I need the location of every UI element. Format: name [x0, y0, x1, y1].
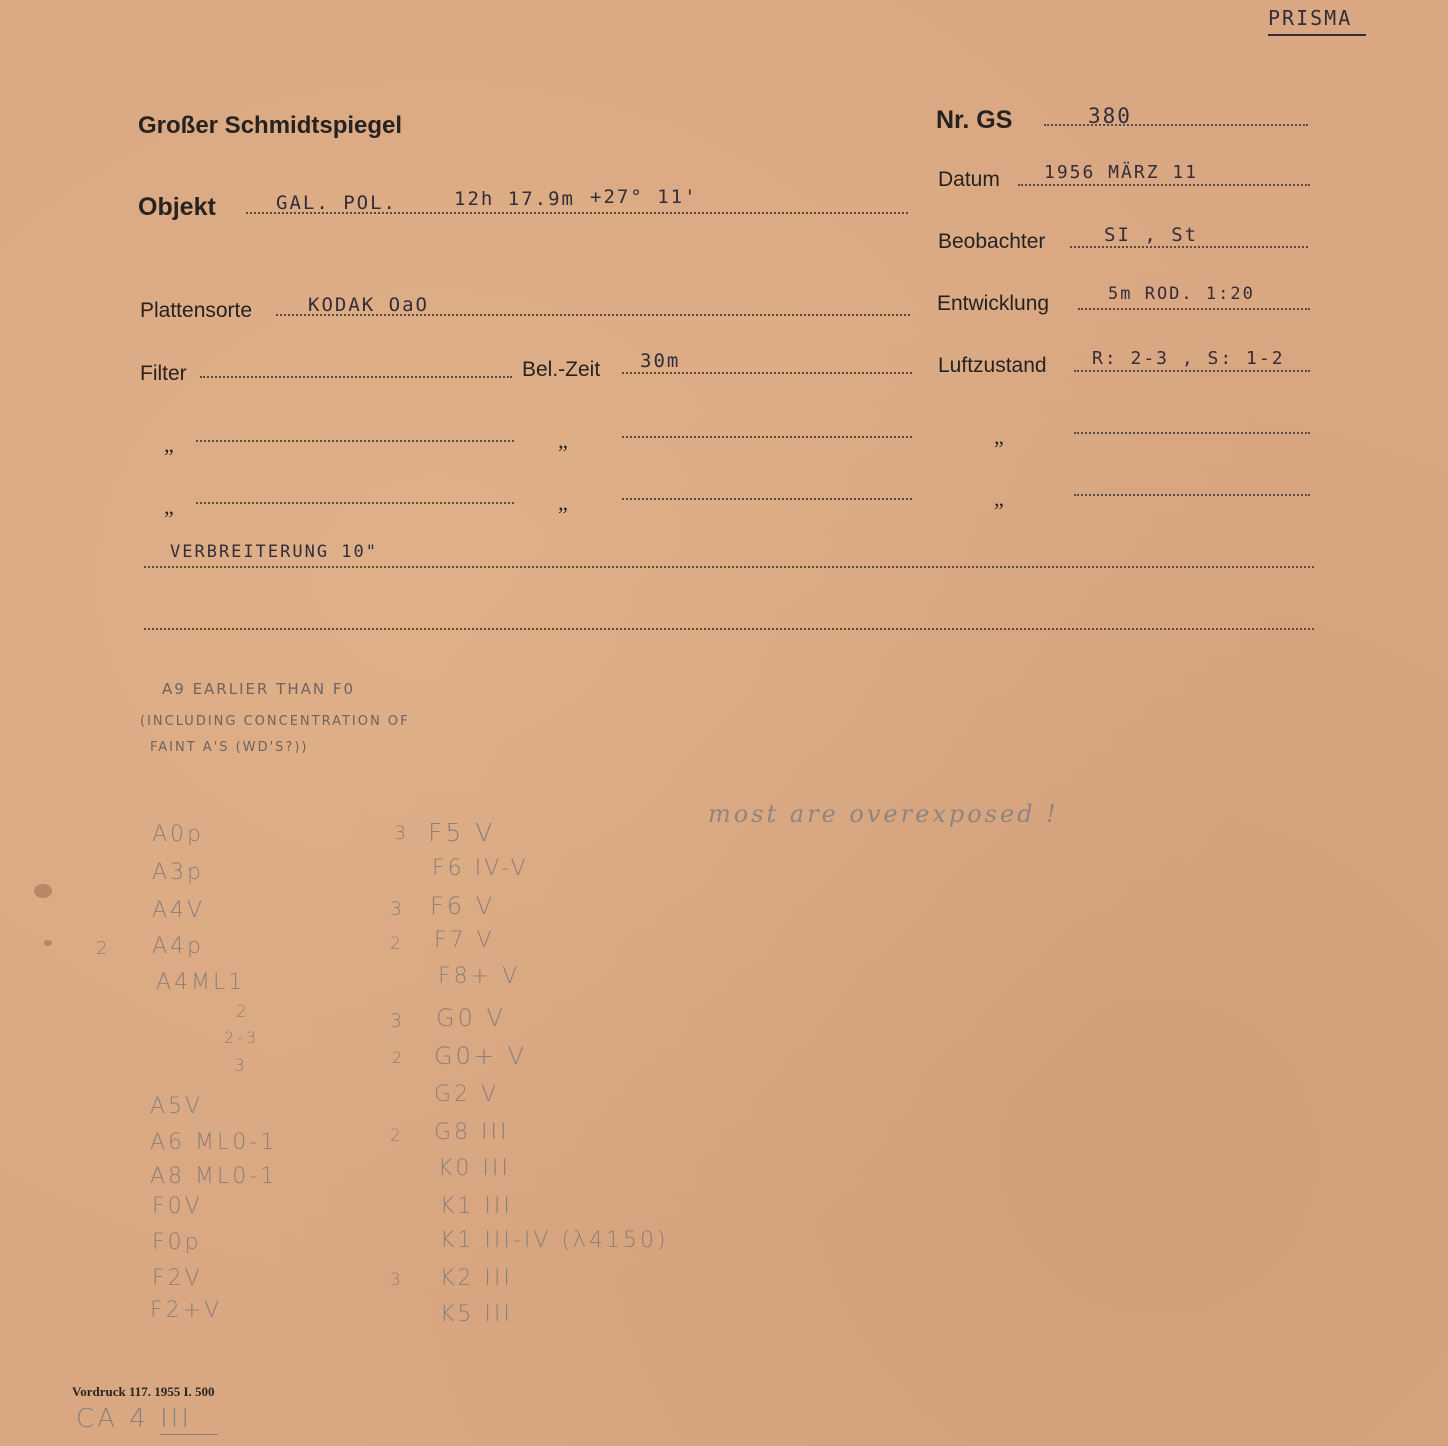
left-class: F0p — [152, 1230, 202, 1255]
ditto-mark: „ — [994, 486, 1004, 511]
ditto-mark: „ — [994, 424, 1004, 449]
entwicklung-line — [1078, 308, 1310, 310]
datum-label: Datum — [938, 168, 1000, 191]
ditto-mark: „ — [558, 490, 568, 515]
right-class: G0 V — [436, 1004, 506, 1032]
left-class: F2V — [152, 1266, 203, 1291]
nr-line — [1044, 124, 1308, 126]
nr-label: Nr. GS — [936, 106, 1013, 134]
right-class: K2 III — [440, 1266, 513, 1291]
left-class: F2+V — [150, 1298, 223, 1323]
page-title: Großer Schmidtspiegel — [138, 112, 403, 139]
mid-count: 2 — [392, 1048, 406, 1067]
left-class: A6 ML0-1 — [150, 1130, 278, 1155]
right-class: F6 V — [430, 892, 496, 920]
ditto-line — [622, 436, 912, 438]
mid-count: 3 — [390, 898, 406, 920]
beobachter-line — [1070, 246, 1308, 248]
beobachter-label: Beobachter — [938, 230, 1046, 253]
right-class: F6 IV-V — [432, 856, 529, 881]
left-sub: 3 — [234, 1056, 248, 1076]
archive-underline — [160, 1434, 218, 1435]
bel-zeit-label: Bel.-Zeit — [522, 358, 601, 381]
ditto-mark: „ — [164, 494, 174, 519]
paper-stain — [44, 940, 52, 946]
left-class: F0V — [152, 1194, 203, 1219]
right-class: K1 III — [440, 1194, 513, 1219]
plattensorte-label: Plattensorte — [140, 299, 253, 322]
left-class: A5V — [150, 1094, 204, 1119]
ditto-line — [622, 498, 912, 500]
note-line: (INCLUDING CONCENTRATION OF — [140, 714, 410, 729]
left-class: A4V — [152, 898, 206, 923]
prisma-stamp: PRISMA — [1268, 6, 1353, 30]
objekt-value-1: GAL. POL. — [276, 192, 397, 214]
ditto-mark: „ — [558, 428, 568, 453]
right-class: F8+ V — [438, 964, 521, 989]
right-class: G8 III — [434, 1120, 510, 1145]
mid-count: 3 — [390, 1010, 406, 1032]
ditto-line — [1074, 494, 1310, 496]
mid-count: 2 — [390, 1126, 404, 1146]
entwicklung-label: Entwicklung — [937, 292, 1050, 315]
bel-zeit-line — [622, 372, 912, 374]
nr-value: 380 — [1088, 104, 1132, 128]
filter-line — [200, 376, 512, 378]
luftzustand-label: Luftzustand — [938, 354, 1047, 377]
remark-value: VERBREITERUNG 10" — [170, 542, 378, 562]
ditto-line — [196, 440, 514, 442]
ditto-mark: „ — [164, 432, 174, 457]
remark-line — [144, 628, 1314, 630]
mid-count: 3 — [390, 1270, 404, 1290]
left-sub: 2-3 — [224, 1028, 260, 1047]
note-line: FAINT A'S (WD'S?)) — [150, 740, 309, 755]
objekt-value-3: +27° 11' — [590, 186, 698, 208]
ditto-line — [1074, 432, 1310, 434]
ditto-line — [196, 502, 514, 504]
left-class: A3p — [152, 860, 205, 885]
right-class: F5 V — [428, 818, 496, 847]
luftzustand-line — [1074, 370, 1310, 372]
prisma-underline — [1268, 34, 1366, 36]
bel-zeit-value: 30m — [640, 350, 681, 372]
print-info: Vordruck 117. 1955 I. 500 — [72, 1384, 215, 1399]
mid-count: 2 — [390, 934, 404, 954]
right-class: G2 V — [434, 1082, 500, 1107]
note-line: A9 EARLIER THAN F0 — [162, 680, 356, 698]
datum-line — [1018, 184, 1310, 186]
mid-count: 3 — [394, 822, 410, 844]
beobachter-value: SI , St — [1104, 224, 1199, 246]
right-class: G0+ V — [434, 1042, 528, 1070]
archive-mark: CA 4 III — [76, 1404, 193, 1434]
right-class: K1 III-IV (λ4150) — [440, 1228, 669, 1253]
overexposed-comment: most are overexposed ! — [708, 800, 1059, 828]
objekt-label: Objekt — [138, 193, 216, 221]
paper-stain — [34, 884, 52, 898]
left-class: A8 ML0-1 — [150, 1164, 278, 1189]
left-class: A4ML1 — [156, 970, 246, 995]
entwicklung-value: 5m ROD. 1:20 — [1108, 284, 1255, 304]
left-sub: 2 — [236, 1002, 250, 1022]
filter-label: Filter — [140, 362, 187, 385]
datum-value: 1956 MÄRZ 11 — [1044, 162, 1199, 183]
objekt-value-2: 12h 17.9m — [454, 188, 575, 210]
left-class: A4p — [152, 934, 205, 959]
left-class: A0p — [152, 822, 205, 847]
left-margin-count: 2 — [96, 938, 111, 959]
remark-line — [144, 566, 1314, 568]
right-class: F7 V — [434, 928, 495, 953]
luftzustand-value: R: 2-3 , S: 1-2 — [1092, 348, 1285, 369]
right-class: K0 III — [438, 1156, 511, 1181]
right-class: K5 III — [440, 1302, 513, 1327]
plattensorte-value: KODAK OaO — [308, 294, 429, 316]
